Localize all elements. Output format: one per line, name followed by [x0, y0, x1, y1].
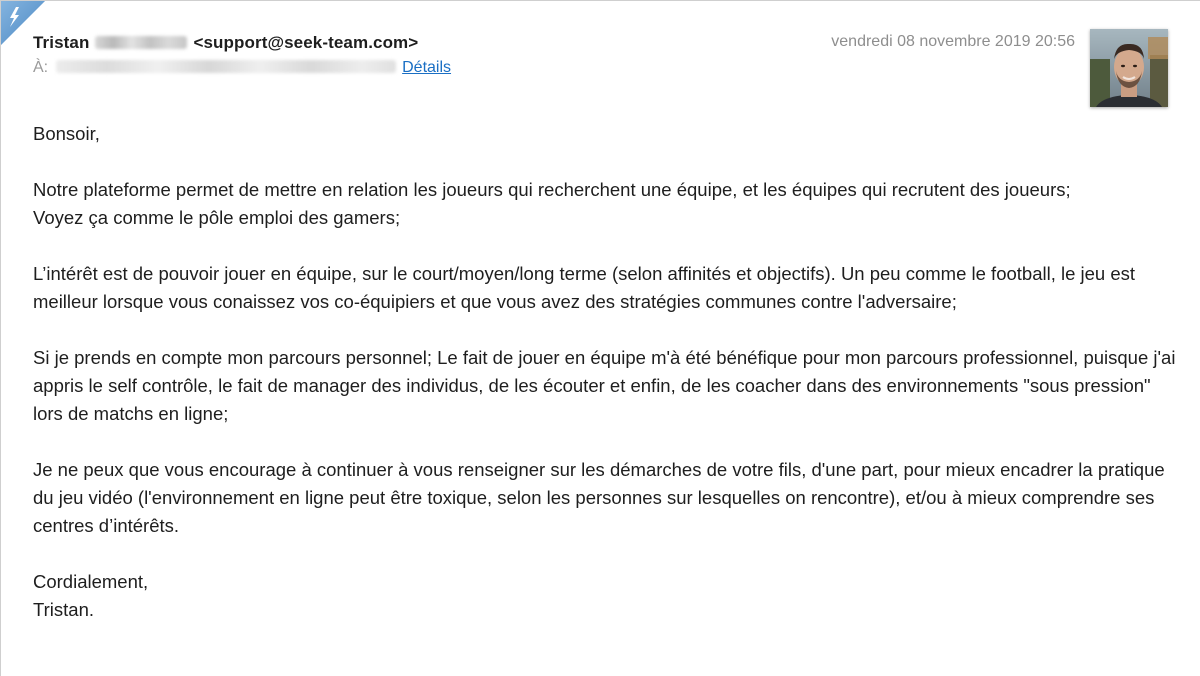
from-line — [33, 33, 418, 53]
sender-email[interactable]: <support@seek-team.com> — [193, 33, 419, 52]
redacted-recipients — [56, 60, 396, 73]
greeting: Bonsoir, — [33, 123, 100, 144]
paragraph: Notre plateforme permet de mettre en relation les joueurs qui recherchent une équipe, et les équipes qui recrutent des joueurs; Voyez ça comme le pôle emploi des gamers; — [33, 179, 1071, 228]
to-label: À: — [33, 59, 49, 76]
closing: Cordialement, — [33, 571, 149, 592]
message-body — [33, 120, 1183, 624]
signature: Tristan. — [33, 599, 94, 620]
details-link[interactable]: Détails — [402, 59, 452, 76]
paragraph: Je ne peux que vous encourage à continuer à vous renseigner sur les démarches de votre fils, d'une part, pour mieux encadrer la pratique du jeu vidéo (l'environnement en ligne peut être toxique, selon les personnes sur lesquelles on rencontre), et/ou à mieux comprendre ses centres d’intérêts. — [33, 459, 1165, 536]
paragraph: L’intérêt est de pouvoir jouer en équipe, sur le court/moyen/long terme (selon affinités et objectifs). Un peu comme le football, le jeu est meilleur lorsque vous conaissez vos co-équipiers et que vous avez des stratégies communes contre l'adversaire; — [33, 263, 1136, 312]
avatar-photo — [1090, 29, 1168, 107]
message-header — [1, 1, 1200, 101]
sender-name[interactable]: Tristan — [33, 33, 90, 52]
message-date: vendredi 08 novembre 2019 20:56 — [831, 33, 1075, 50]
recipient-line — [33, 59, 451, 77]
paragraph: Si je prends en compte mon parcours personnel; Le fait de jouer en équipe m'à été bénéfique pour mon parcours professionnel, puisque j'ai appris le self contrôle, le fait de manager des individus, de les écouter et enfin, de les coacher dans des environnements "sous pression" lors de matchs en ligne; — [33, 347, 1176, 424]
sender-avatar[interactable] — [1090, 29, 1168, 107]
redacted-sender-surname — [95, 36, 187, 49]
